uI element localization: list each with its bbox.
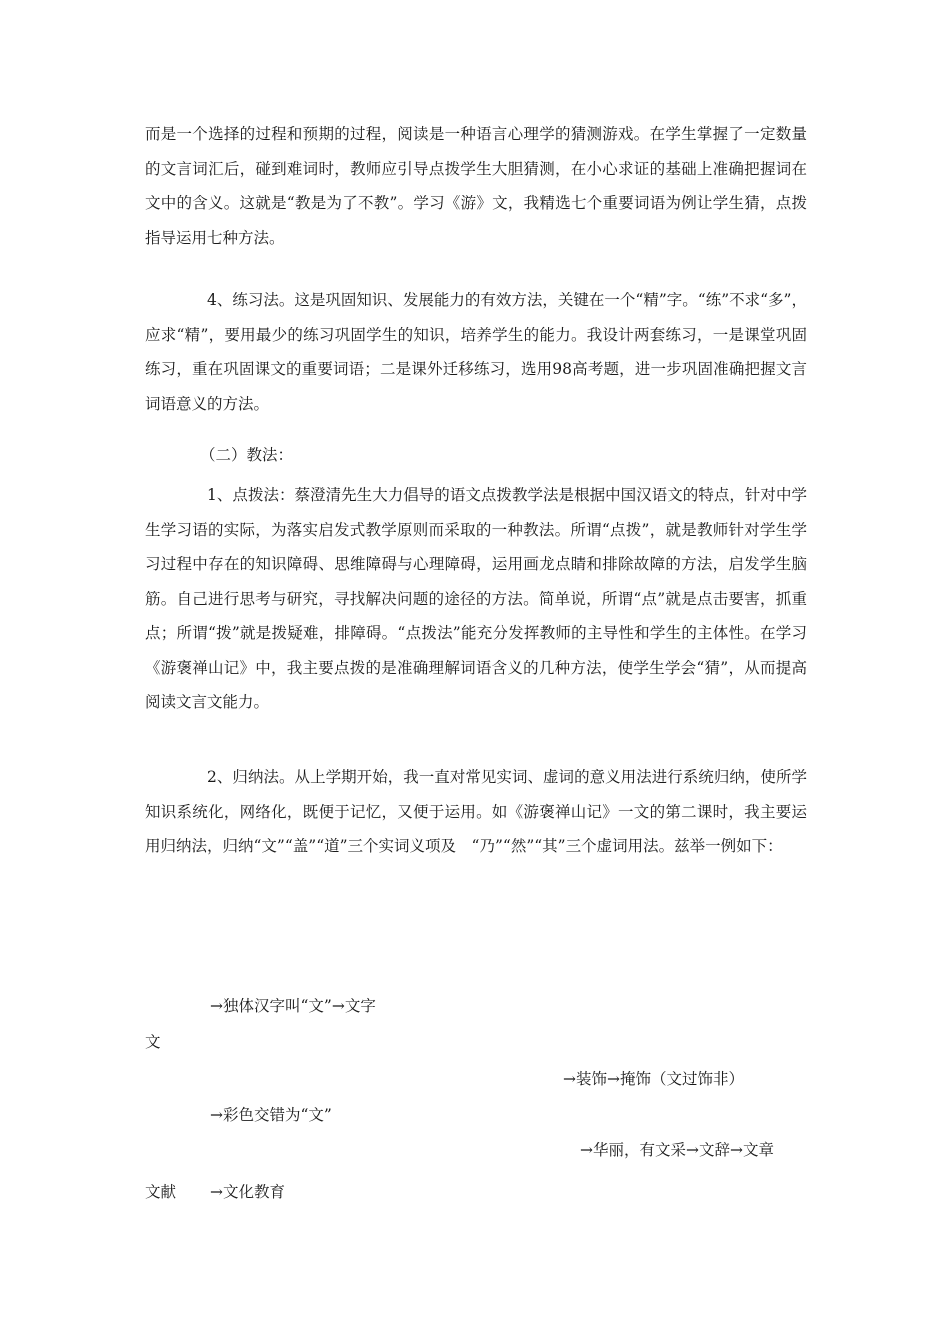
diagram-branch-literary: →华丽，有文采→文辞→文章 bbox=[580, 1141, 774, 1159]
diagram-head-word: 文 bbox=[145, 1033, 161, 1051]
paragraph-guessing-method: 而是一个选择的过程和预期的过程，阅读是一种语言心理学的猜测游戏。在学生掌握了一定数量的文言词汇后，碰到难词时，教师应引导点拨学生大胆猜测，在小心求证的基础上准确把握词在文中的含义。这就是“教是为了不教”。学习《游》文，我精选七个重要词语为例让学生猜，点拨指导运用七种方法。 bbox=[145, 125, 807, 247]
diagram-branch-character: →独体汉字叫“文”→文字 bbox=[210, 997, 376, 1015]
section-heading-teaching-methods: （二）教法： bbox=[200, 446, 294, 464]
paragraph-pointing-method: 1、点拨法：蔡澄清先生大力倡导的语文点拨教学法是根据中国汉语文的特点，针对中学生学习语的实际，为落实启发式教学原则而采取的一种教法。所谓“点拨”，就是教师针对学生学习过程中存在的知识障碍、思维障碍与心理障碍，运用画龙点睛和排除故障的方法，启发学生脑筋。自己进行思考与研究，寻找解决问题的途径的方法。简单说，所谓“点”就是点击要害，抓重点；所谓“拨”就是拨疑难，排障碍。“点拨法”能充分发挥教师的主导性和学生的主体性。在学习《游褒禅山记》中，我主要点拨的是准确理解词语含义的几种方法，使学生学会“猜”，从而提高阅读文言文能力。 bbox=[145, 486, 807, 711]
diagram-branch-decoration: →装饰→掩饰（文过饰非） bbox=[563, 1070, 744, 1088]
diagram-branch-documents: 文献 bbox=[145, 1183, 177, 1201]
paragraph-induction-method: 2、归纳法。从上学期开始，我一直对常见实词、虚词的意义用法进行系统归纳，使所学知识系统化，网络化，既便于记忆，又便于运用。如《游褒禅山记》一文的第二课时，我主要运用归纳法，归纳“文”“盖”“道”三个实词义项及 “乃”“然”“其”三个虚词用法。兹举一例如下： bbox=[145, 768, 807, 855]
diagram-branch-color: →彩色交错为“文” bbox=[210, 1106, 332, 1124]
diagram-branch-education: →文化教育 bbox=[210, 1183, 285, 1201]
paragraph-practice-method: 4、练习法。这是巩固知识、发展能力的有效方法，关键在一个“精”字。“练”不求“多”，应求“精”，要用最少的练习巩固学生的知识，培养学生的能力。我设计两套练习，一是课堂巩固练习，重在巩固课文的重要词语；二是课外迁移练习，选用98高考题，进一步巩固准确把握文言词语意义的方法。 bbox=[145, 291, 807, 413]
